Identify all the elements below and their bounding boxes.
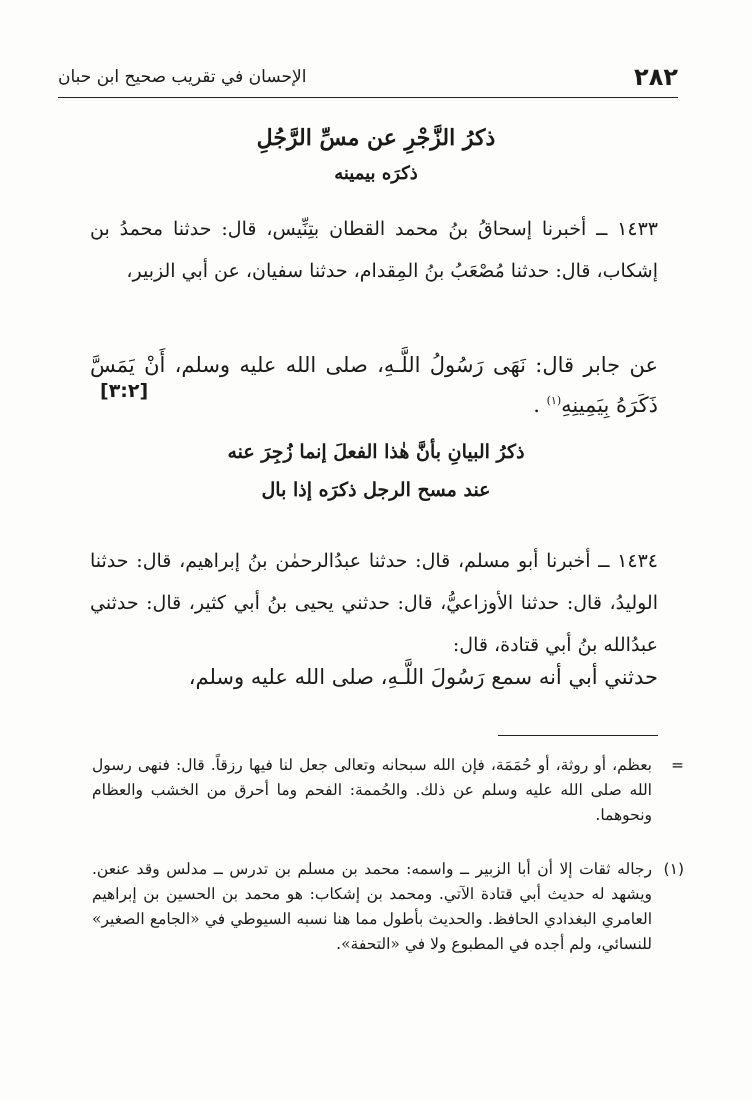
page-number: ٢٨٢	[634, 63, 678, 91]
hadith-matn-end: .	[533, 393, 547, 417]
footnote-divider	[498, 735, 658, 736]
running-title: الإحسان في تقريب صحيح ابن حبان	[58, 67, 307, 87]
footnote-marker: (١)	[663, 860, 684, 878]
section-title: ذكرُ الزَّجْرِ عن مسِّ الرَّجُلِ	[256, 125, 496, 151]
footnote	[92, 753, 684, 828]
hadith-isnad: ١٤٣٤ ــ أخبرنا أبو مسلم، قال: حدثنا عبدُالرحمٰن بنُ إبراهيم، قال: حدثنا الوليدُ، قال: حدثنا الأوزاعيُّ، قال: حدثني يحيى بنُ أبي كثير، قال: حدثني عبدُالله بنُ أبي قتادة، قال:	[90, 550, 658, 656]
header-divider	[58, 97, 678, 98]
hadith-matn: حدثني أبي أنه سمع رَسُولَ اللَّـهِ، صلى الله عليه وسلم،	[188, 665, 658, 689]
page-header	[58, 60, 678, 94]
footnote-reference[interactable]: (١)	[546, 394, 562, 407]
footnote	[92, 857, 684, 957]
section-subtitle: عند مسح الرجل ذكرَه إذا بال	[261, 479, 491, 501]
cross-reference: [٣:٢]	[100, 380, 149, 402]
footnote-text: بعظم، أو روثة، أو حُمَمَة، فإن الله سبحانه وتعالى جعل لنا فيها رزقاً. قال: فنهى رسول الله صلى الله عليه وسلم عن ذلك. والحُممة: الفحم وما أحرق من الخشب والعظام ونحوهما.	[92, 756, 652, 824]
section-title: ذكرُ البيانِ بأنَّ هٰذا الفعلَ إنما زُجِرَ عنه	[227, 441, 525, 463]
footnote-marker: =	[671, 756, 684, 774]
hadith-matn-text: عن جابر قال: نَهَى رَسُولُ اللَّـهِ، صلى الله عليه وسلم، أَنْ يَمَسَّ ذَكَرَهُ بِيَمِينِهِ	[90, 353, 658, 417]
section-subtitle: ذكرَه بيمينه	[334, 163, 418, 184]
hadith-matn	[90, 347, 658, 423]
footnote-text: رجاله ثقات إلا أن أبا الزبير ــ واسمه: محمد بن مسلم بن تدرس ــ مدلس وقد عنعن. ويشهد له حديث أبي قتادة الآتي. ومحمد بن إشكاب: هو محمد بن الحسين بن إبراهيم العامري البغدادي الحافظ. والحديث بأطول مما هنا نسبه السيوطي في «الجامع الصغير» للنسائي، ولم أجده في المطبوع ولا في «التحفة».	[92, 860, 652, 953]
hadith-isnad: ١٤٣٣ ــ أخبرنا إسحاقُ بنُ محمد القطان بتِنِّيس، قال: حدثنا محمدُ بن إشكاب، قال: حدثنا مُصْعَبُ بنُ المِقدام، حدثنا سفيان، عن أبي الزبير،	[90, 218, 658, 282]
